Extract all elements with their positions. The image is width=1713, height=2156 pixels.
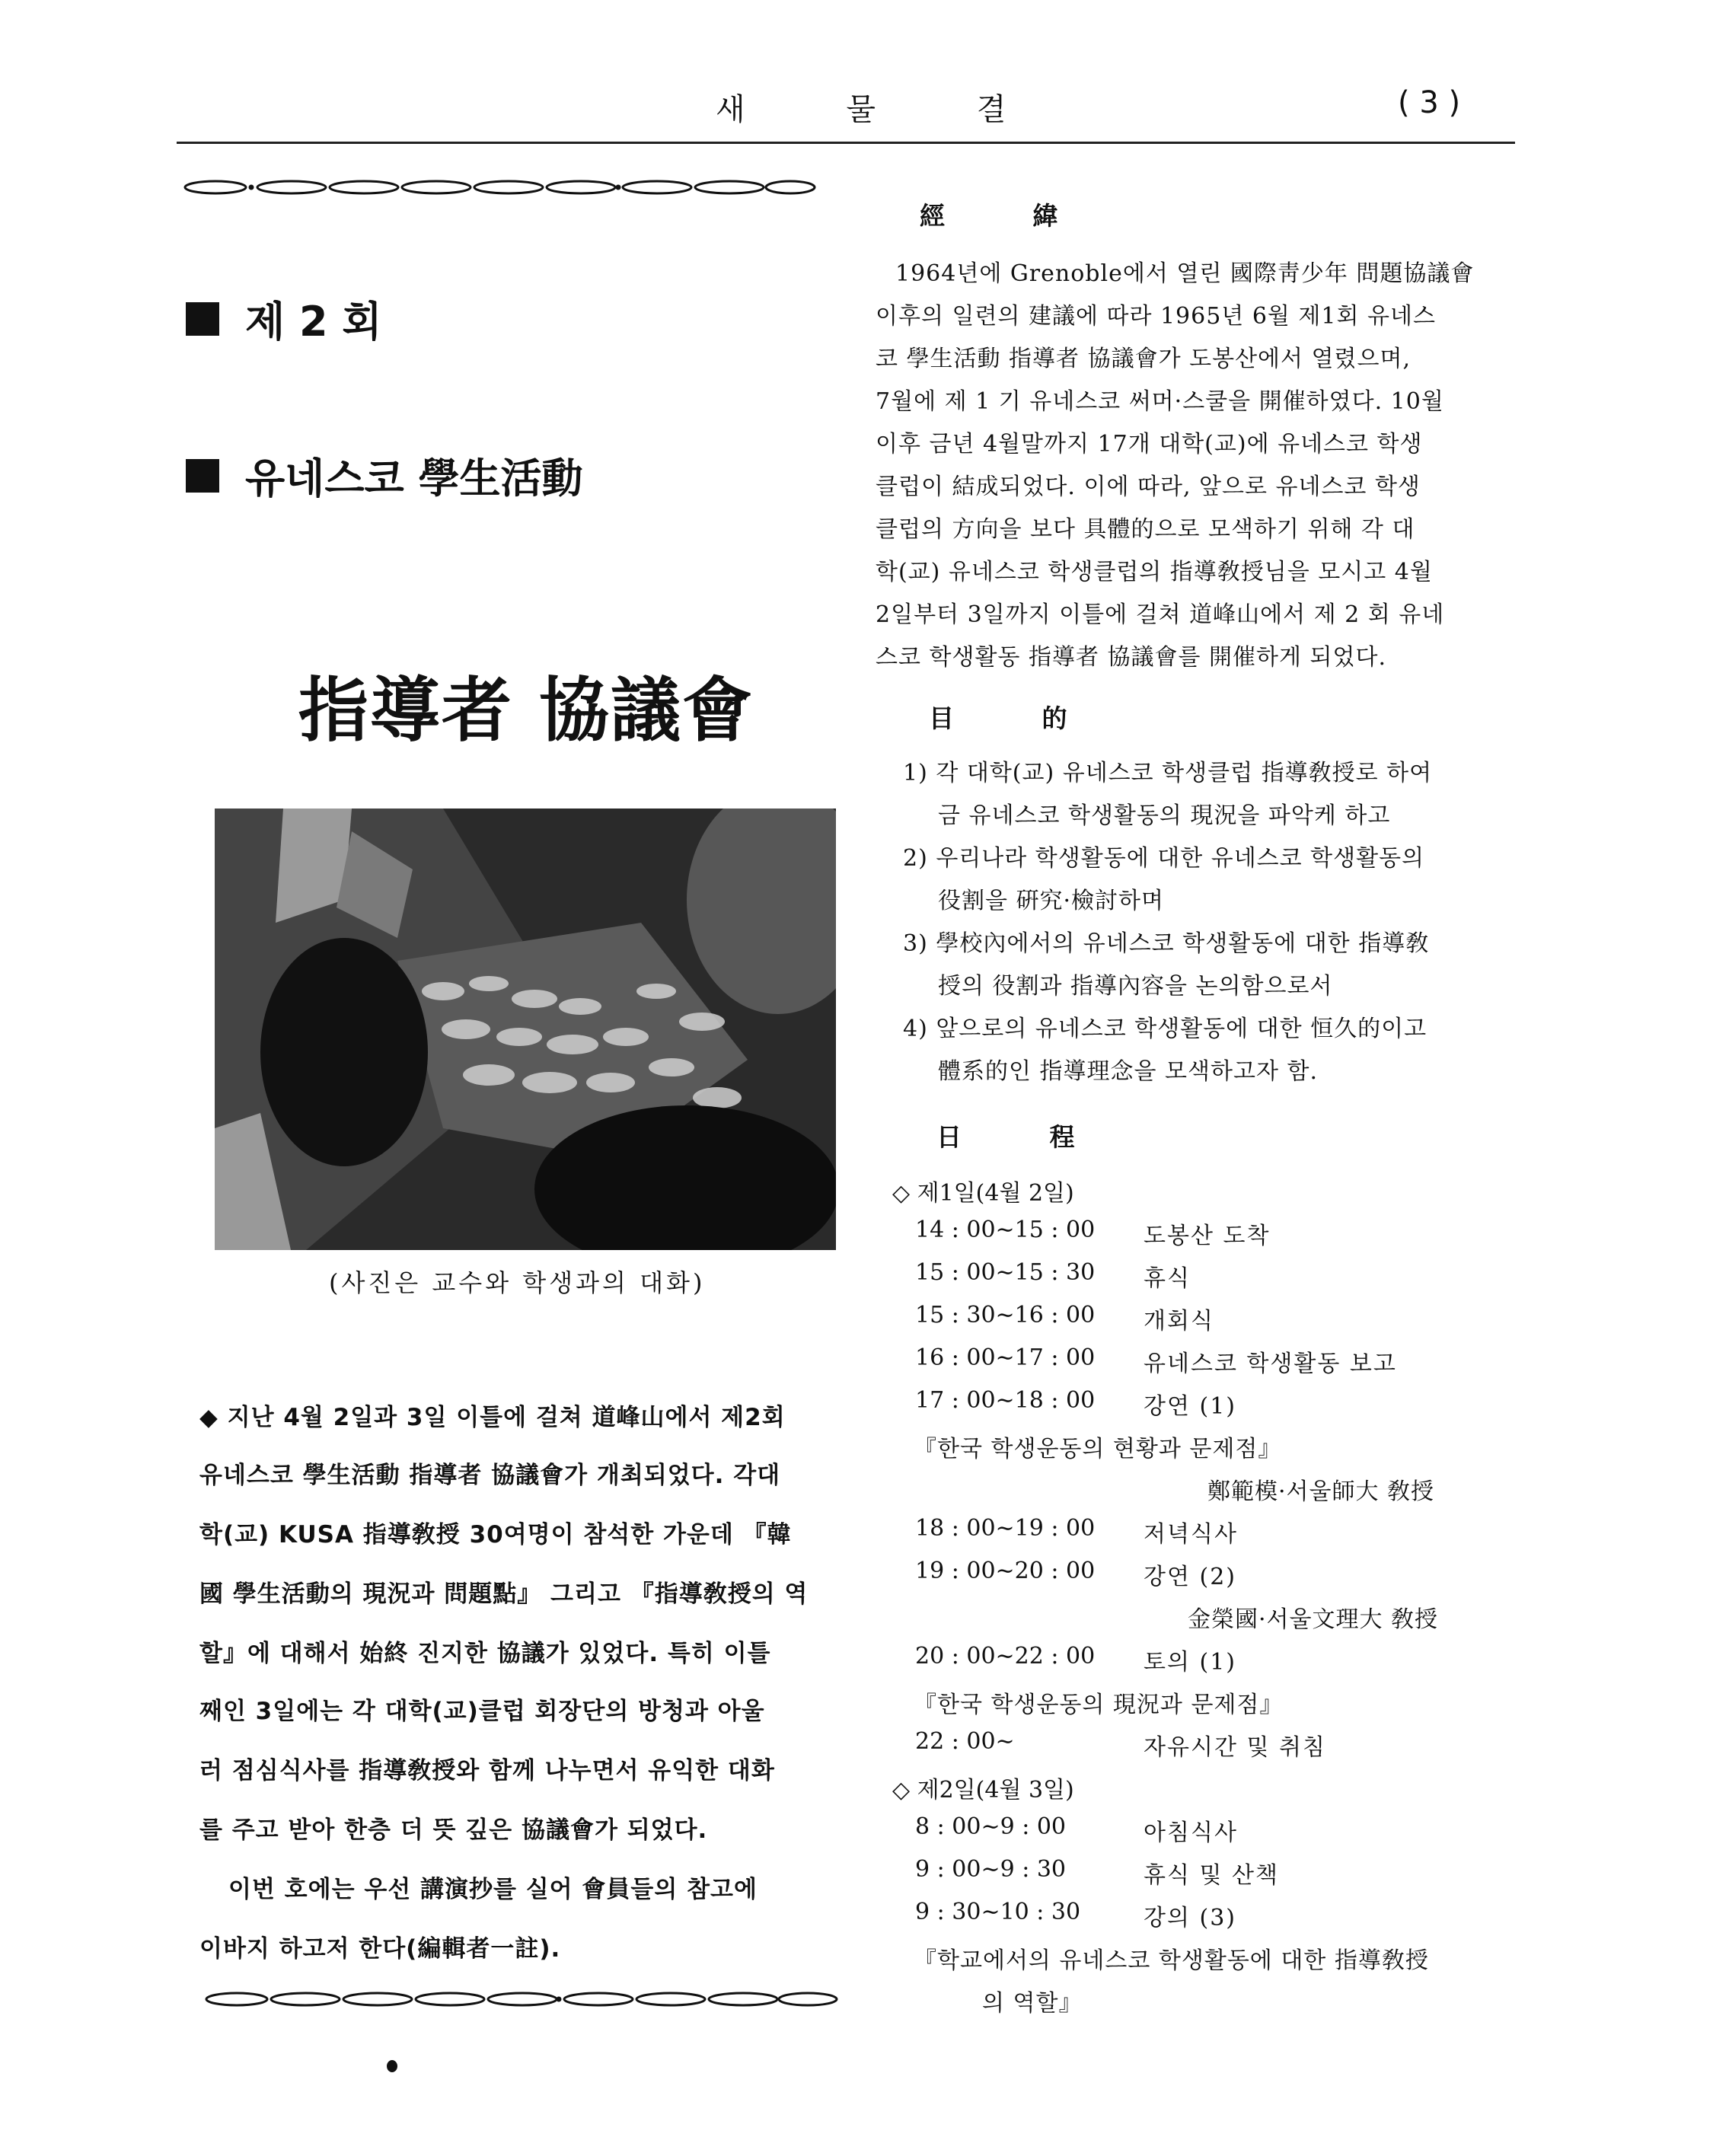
heading-student-activity: [186, 446, 582, 505]
background-line: 2일부터 3일까지 이틀에 걸쳐 道峰山에서 제 2 회 유네: [876, 601, 1445, 628]
bottom-chain-ornament: [203, 1990, 842, 2008]
intro-line: 유네스코 學生活動 指導者 協議會가 개최되었다. 각대: [199, 1462, 781, 1489]
background-line: 1964년에 Grenoble에서 열린 國際靑少年 問題協議會: [895, 260, 1475, 287]
section-head-purpose: 目 的: [929, 703, 1107, 733]
square-bullet-icon: [186, 459, 219, 493]
schedule-lecture-title: 『한국 학생운동의 현황과 문제점』: [914, 1436, 1282, 1462]
schedule-time: 8 : 00∼9 : 00: [915, 1813, 1067, 1840]
heading-session-text: 제 2 회: [245, 298, 382, 346]
schedule-lecture-title: 의 역할』: [982, 1990, 1083, 2017]
meeting-photo: [215, 808, 836, 1250]
schedule-time: 15 : 30∼16 : 00: [915, 1302, 1096, 1328]
page-number: ( 3 ): [1398, 85, 1461, 120]
background-line: 7월에 제 1 기 유네스코 써머·스쿨을 開催하였다. 10월: [876, 388, 1444, 415]
schedule-time: 15 : 00∼15 : 30: [915, 1259, 1096, 1286]
main-title: 指導者 協議會: [298, 670, 754, 751]
schedule-activity: 개회식: [1144, 1308, 1214, 1335]
background-line: 이후의 일련의 建議에 따라 1965년 6월 제1회 유네스: [876, 303, 1436, 330]
background-line: 학(교) 유네스코 학생클럽의 指導敎授님을 모시고 4월: [876, 559, 1433, 585]
schedule-time: 9 : 30∼10 : 30: [915, 1899, 1081, 1925]
background-line: 클럽의 方向을 보다 具體的으로 모색하기 위해 각 대: [876, 516, 1415, 543]
purpose-line: 2) 우리나라 학생활동에 대한 유네스코 학생활동의: [903, 845, 1425, 872]
schedule-discussion-title: 『한국 학생운동의 現況과 문제점』: [914, 1692, 1284, 1718]
purpose-line: 役割을 硏究·檢討하며: [938, 888, 1165, 914]
newsletter-title: 새 물 결: [716, 92, 1052, 127]
schedule-time: 22 : 00∼: [915, 1728, 1015, 1755]
schedule-day-2: ◇ 제2일(4월 3일): [892, 1777, 1074, 1804]
intro-line: 째인 3일에는 각 대학(교)클럽 회장단의 방청과 아울: [199, 1698, 765, 1725]
schedule-day-1: ◇ 제1일(4월 2일): [892, 1180, 1074, 1207]
purpose-line: 금 유네스코 학생활동의 現況을 파악케 하고: [938, 802, 1391, 829]
square-bullet-icon: [186, 302, 219, 336]
purpose-line: 授의 役割과 指導內容을 논의함으로서: [938, 973, 1333, 1000]
schedule-time: 20 : 00∼22 : 00: [915, 1643, 1096, 1670]
top-chain-ornament: [181, 178, 821, 196]
section-head-schedule: 日 程: [936, 1122, 1115, 1152]
photo-caption: (사진은 교수와 학생과의 대화): [329, 1268, 706, 1297]
heading-session-number: [186, 289, 382, 348]
purpose-line: 4) 앞으로의 유네스코 학생활동에 대한 恒久的이고: [903, 1016, 1428, 1042]
schedule-activity: 도봉산 도착: [1144, 1223, 1271, 1249]
intro-line: 이바지 하고저 한다(編輯者一註).: [199, 1935, 561, 1963]
schedule-activity: 유네스코 학생활동 보고: [1144, 1351, 1397, 1377]
purpose-line: 體系的인 指導理念을 모색하고자 함.: [938, 1058, 1318, 1085]
intro-line: 러 점심식사를 指導敎授와 함께 나누면서 유익한 대화: [199, 1757, 775, 1784]
schedule-speaker: 鄭範模·서울師大 敎授: [1207, 1478, 1435, 1505]
schedule-activity: 토의 (1): [1144, 1649, 1236, 1676]
schedule-activity: 강의 (3): [1144, 1905, 1236, 1931]
ink-dot: [387, 2060, 397, 2072]
schedule-activity: 자유시간 및 취침: [1144, 1734, 1326, 1761]
intro-line: 할』에 대해서 始終 진지한 協議가 있었다. 특히 이틀: [199, 1640, 771, 1667]
background-line: 코 學生活動 指導者 協議會가 도봉산에서 열렸으며,: [876, 346, 1411, 372]
schedule-speaker: 金榮國·서울文理大 敎授: [1188, 1606, 1439, 1633]
schedule-activity: 강연 (2): [1144, 1564, 1236, 1590]
intro-line: 國 學生活動의 現況과 問題點』 그리고 『指導敎授의 역: [199, 1580, 809, 1608]
background-line: 스코 학생활동 指導者 協議會를 開催하게 되었다.: [876, 644, 1386, 671]
meeting-photo-image: [215, 808, 836, 1250]
heading-student-activity-text: 유네스코 學生活動: [245, 454, 583, 502]
schedule-activity: 휴식 및 산책: [1144, 1862, 1279, 1889]
intro-line: 학(교) KUSA 指導敎授 30여명이 참석한 가운데 『韓: [199, 1521, 792, 1548]
schedule-time: 9 : 00∼9 : 30: [915, 1856, 1067, 1883]
schedule-time: 14 : 00∼15 : 00: [915, 1217, 1096, 1243]
intro-line: 이번 호에는 우선 講演抄를 실어 會員들의 참고에: [228, 1876, 758, 1903]
schedule-lecture-title: 『학교에서의 유네스코 학생활동에 대한 指導敎授: [914, 1947, 1429, 1974]
schedule-activity: 저녁식사: [1144, 1521, 1238, 1548]
purpose-line: 3) 學校內에서의 유네스코 학생활동에 대한 指導敎: [903, 930, 1430, 957]
intro-line: 를 주고 받아 한층 더 뜻 깊은 協議會가 되었다.: [199, 1816, 708, 1844]
schedule-activity: 아침식사: [1144, 1820, 1238, 1846]
intro-line: ◆ 지난 4월 2일과 3일 이틀에 걸쳐 道峰山에서 제2회: [199, 1404, 786, 1431]
header-rule: [177, 142, 1515, 144]
schedule-activity: 휴식: [1144, 1265, 1191, 1292]
background-line: 클럽이 結成되었다. 이에 따라, 앞으로 유네스코 학생: [876, 474, 1421, 500]
schedule-activity: 강연 (1): [1144, 1393, 1236, 1420]
schedule-time: 19 : 00∼20 : 00: [915, 1558, 1096, 1584]
schedule-time: 16 : 00∼17 : 00: [915, 1344, 1096, 1371]
schedule-time: 18 : 00∼19 : 00: [915, 1515, 1096, 1542]
background-line: 이후 금년 4월말까지 17개 대학(교)에 유네스코 학생: [876, 431, 1423, 458]
purpose-line: 1) 각 대학(교) 유네스코 학생클럽 指導敎授로 하여: [903, 760, 1433, 786]
schedule-time: 17 : 00∼18 : 00: [915, 1387, 1096, 1414]
section-head-background: 經 緯: [920, 201, 1098, 231]
